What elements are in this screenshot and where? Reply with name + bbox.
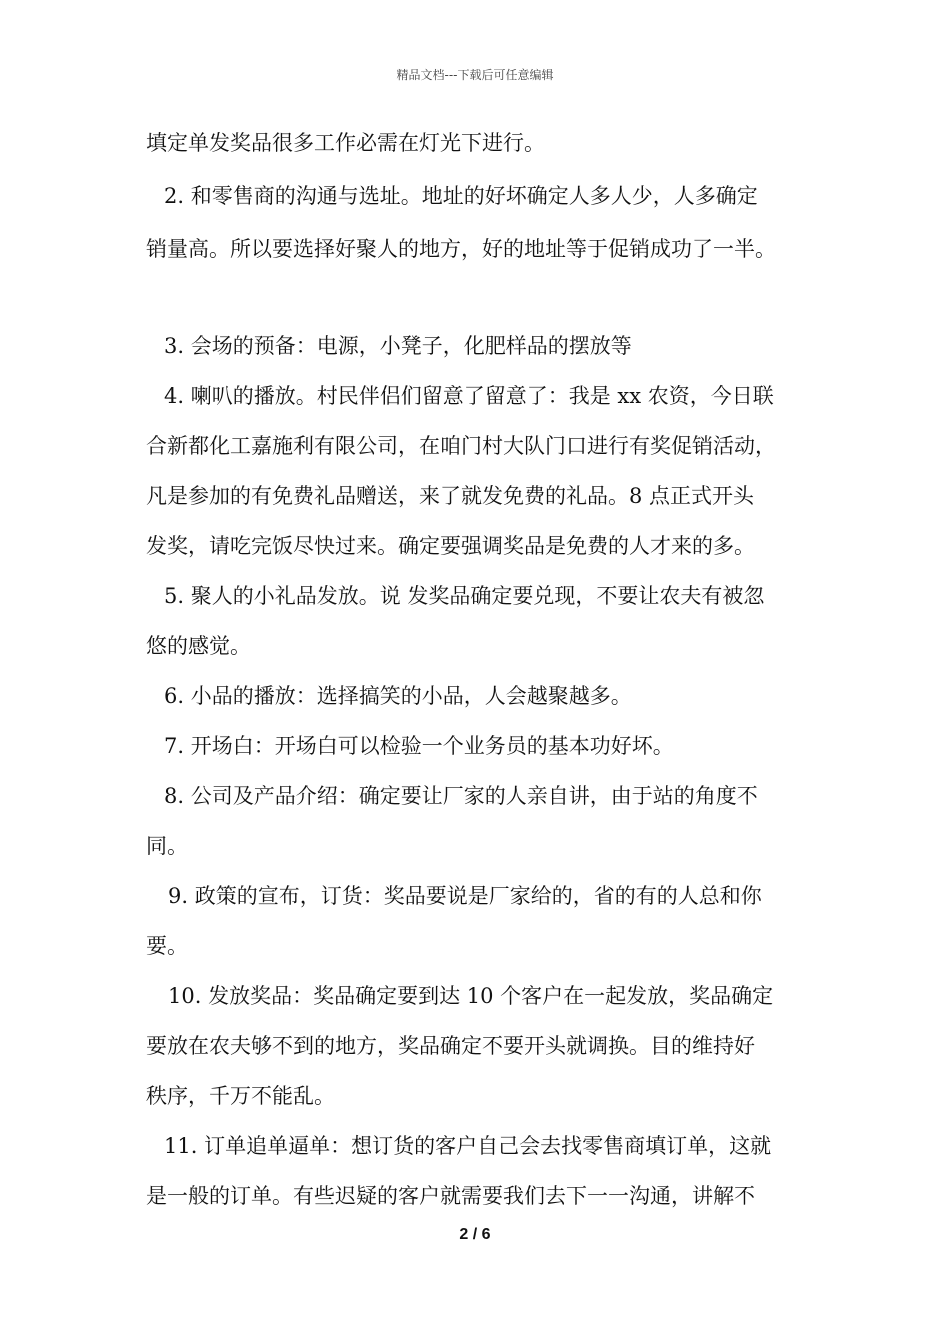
text-line: 7. 开场白：开场白可以检验一个业务员的基本功好坏。: [164, 734, 674, 758]
text-line: 11. 订单追单逼单：想订货的客户自己会去找零售商填订单，这就: [164, 1134, 772, 1158]
text-line: 3. 会场的预备：电源，小凳子，化肥样品的摆放等: [164, 334, 632, 358]
text-line: 填定单发奖品很多工作必需在灯光下进行。: [146, 131, 545, 155]
text-line: 10. 发放奖品：奖品确定要到达 10 个客户在一起发放，奖品确定: [168, 984, 774, 1008]
text-line: 5. 聚人的小礼品发放。说 发奖品确定要兑现，不要让农夫有被忽: [164, 584, 765, 608]
text-line: 销量高。所以要选择好聚人的地方，好的地址等于促销成功了一半。: [146, 237, 776, 261]
text-line: 秩序，千万不能乱。: [146, 1084, 335, 1108]
text-line: 发奖，请吃完饭尽快过来。确定要强调奖品是免费的人才来的多。: [146, 534, 755, 558]
page-header: 精品文档---下载后可任意编辑: [396, 68, 554, 82]
text-line: 是一般的订单。有些迟疑的客户就需要我们去下一一沟通，讲解不: [146, 1184, 755, 1208]
text-line: 6. 小品的播放：选择搞笑的小品，人会越聚越多。: [164, 684, 632, 708]
text-line: 4. 喇叭的播放。村民伴侣们留意了留意了：我是 xx 农资，今日联: [164, 384, 774, 408]
text-line: 要放在农夫够不到的地方，奖品确定不要开头就调换。目的维持好: [146, 1034, 755, 1058]
text-line: 合新都化工嘉施利有限公司，在咱门村大队门口进行有奖促销活动，: [146, 434, 776, 458]
text-line: 悠的感觉。: [146, 634, 251, 658]
text-line: 9. 政策的宣布，订货：奖品要说是厂家给的，省的有的人总和你: [168, 884, 762, 908]
text-line: 同。: [146, 834, 188, 858]
text-line: 8. 公司及产品介绍：确定要让厂家的人亲自讲，由于站的角度不: [164, 784, 758, 808]
page-number: 2 / 6: [459, 1226, 491, 1243]
text-line: 2. 和零售商的沟通与选址。地址的好坏确定人多人少，人多确定: [164, 184, 758, 208]
text-line: 凡是参加的有免费礼品赠送，来了就发免费的礼品。8 点正式开头: [146, 484, 755, 508]
text-line: 要。: [146, 934, 188, 958]
